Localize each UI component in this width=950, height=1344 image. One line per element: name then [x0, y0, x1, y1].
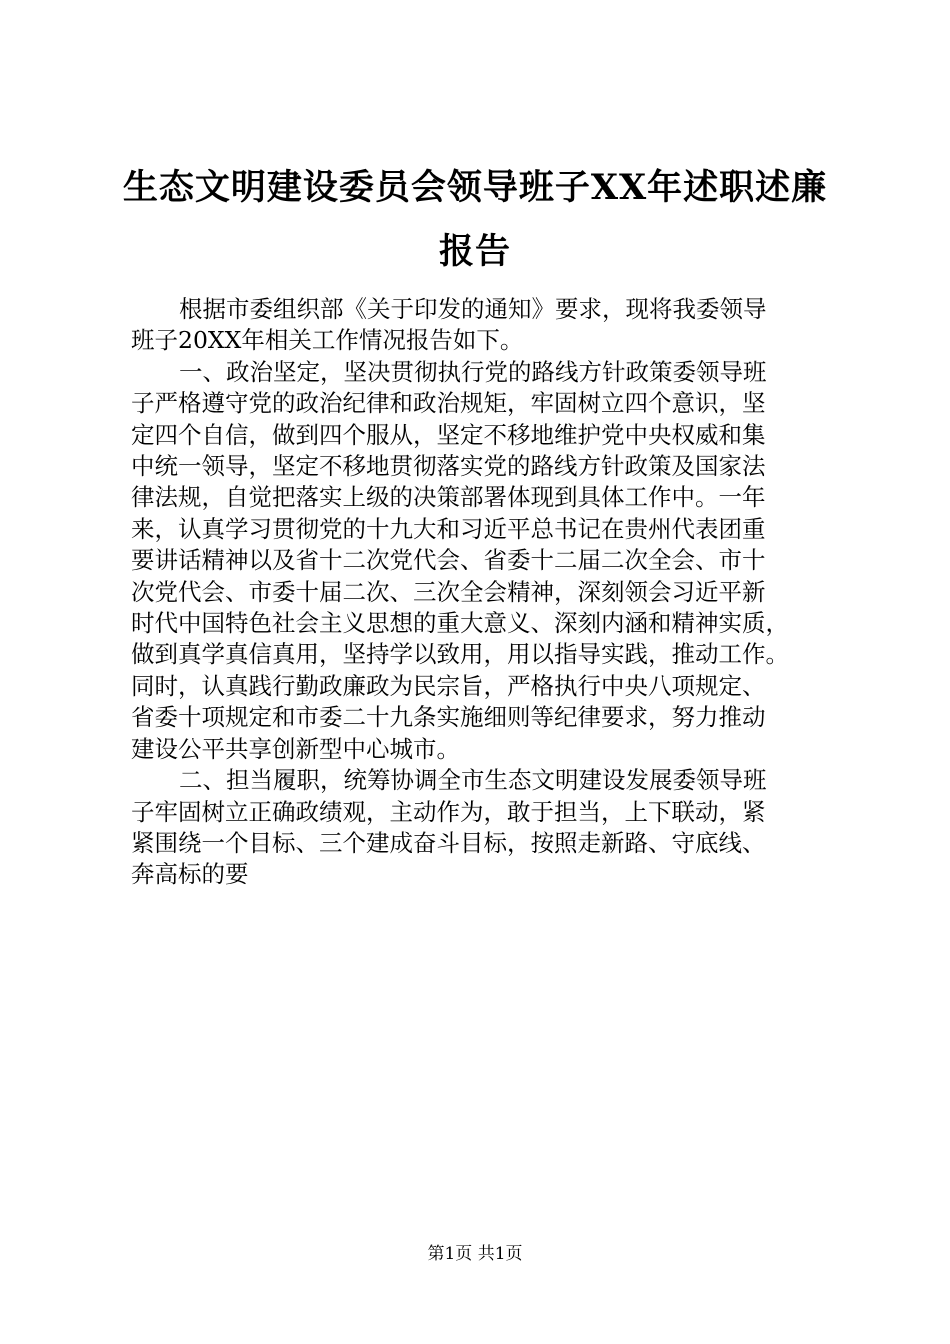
paragraph-one-line-3: 定四个自信，做到四个服从，坚定不移地维护党中央权威和集 — [131, 420, 766, 449]
paragraph-two-line-2: 子牢固树立正确政绩观，主动作为，敢于担当，上下联动，紧 — [131, 797, 766, 826]
title-line-2: 报告 — [438, 231, 511, 272]
page-footer: 第1页 共1页 — [427, 1244, 523, 1264]
paragraph-intro-line-1: 根据市委组织部《关于印发的通知》要求，现将我委领导 — [179, 295, 767, 323]
paragraph-intro-line-2: 班子20XX年相关工作情况报告如下。 — [131, 326, 524, 355]
paragraph-one-line-9: 时代中国特色社会主义思想的重大意义、深刻内涵和精神实质， — [131, 609, 789, 638]
paragraph-two-line-4: 奔高标的要 — [131, 860, 249, 889]
paragraph-one-line-5: 律法规，自觉把落实上级的决策部署体现到具体工作中。一年 — [131, 483, 766, 512]
paragraph-one-line-11: 同时，认真践行勤政廉政为民宗旨，严格执行中央八项规定、 — [131, 671, 766, 700]
document-body — [131, 294, 851, 891]
paragraph-one-line-12: 省委十项规定和市委二十九条实施细则等纪律要求，努力推动 — [131, 703, 766, 732]
paragraph-one-line-8: 次党代会、市委十届二次、三次全会精神，深刻领会习近平新 — [131, 577, 766, 606]
paragraph-one-line-6: 来，认真学习贯彻党的十九大和习近平总书记在贵州代表团重 — [131, 514, 766, 543]
paragraph-one-line-10: 做到真学真信真用，坚持学以致用，用以指导实践，推动工作。 — [131, 640, 789, 669]
paragraph-one-line-4: 中统一领导，坚定不移地贯彻落实党的路线方针政策及国家法 — [131, 452, 766, 481]
document-title — [110, 156, 840, 284]
title-line-1: 生态文明建设委员会领导班子XX年述职述廉 — [122, 167, 828, 208]
paragraph-two-line-3: 紧围绕一个目标、三个建成奋斗目标，按照走新路、守底线、 — [131, 828, 766, 857]
paragraph-two-line-1: 二、担当履职，统筹协调全市生态文明建设发展委领导班 — [179, 766, 767, 795]
paragraph-one-line-2: 子严格遵守党的政治纪律和政治规矩，牢固树立四个意识，坚 — [131, 389, 766, 418]
paragraph-one-line-1: 一、政治坚定，坚决贯彻执行党的路线方针政策委领导班 — [179, 357, 767, 386]
paragraph-one-line-7: 要讲话精神以及省十二次党代会、省委十二届二次全会、市十 — [131, 546, 766, 575]
paragraph-one-line-13: 建设公平共享创新型中心城市。 — [131, 734, 460, 763]
